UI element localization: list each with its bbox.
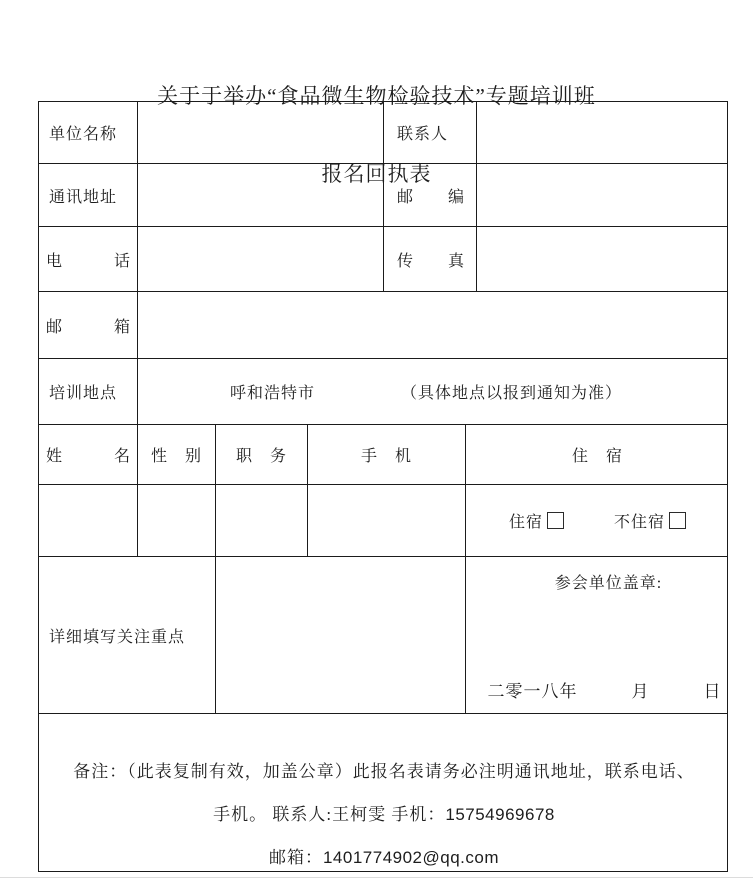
table-row-detail-stamp [39, 557, 727, 714]
table-row-email [39, 292, 727, 359]
registration-table [38, 101, 728, 872]
fax-input [477, 227, 729, 291]
detail-note-input [216, 557, 466, 713]
training-location-note: （具体地点以报到通知为准） [401, 385, 623, 402]
page-bottom-divider [0, 877, 753, 878]
address-input [138, 164, 384, 226]
fax-label: 传 真 [384, 227, 477, 291]
date-line: 二零一八年 月 日 [487, 682, 722, 701]
postcode-label: 邮 编 [384, 164, 477, 226]
contact-person-input [477, 102, 729, 163]
gender-input [138, 485, 216, 556]
table-row-attendee-header [39, 425, 727, 485]
unit-name-input [138, 102, 384, 163]
detail-note-label: 详细填写关注重点 [39, 557, 216, 713]
postcode-input [477, 164, 729, 226]
mobile-header: 手 机 [308, 425, 466, 484]
remarks-line3 [269, 836, 499, 873]
lodging-option-stay[interactable] [509, 509, 564, 532]
table-row-remarks [39, 714, 727, 873]
contact-person-label: 联系人 [384, 102, 477, 163]
name-input [39, 485, 138, 556]
address-label: 通讯地址 [39, 164, 138, 226]
lodging-no-stay-label: 不住宿 [614, 514, 666, 531]
phone-input [138, 227, 384, 291]
table-row-unit-contact [39, 102, 727, 164]
gender-header: 性 别 [138, 425, 216, 484]
remarks-line2-text: 手机。 联系人:王柯雯 手机： [213, 805, 446, 824]
training-location-label: 培训地点 [39, 359, 138, 424]
unit-name-label: 单位名称 [39, 102, 138, 163]
phone-label: 电 话 [39, 227, 138, 291]
remarks-line3-text: 邮箱： [268, 848, 323, 867]
lodging-header: 住 宿 [571, 448, 623, 465]
remarks-line1: 备注：（此表复制有效，加盖公章）此报名表请务必注明通讯地址，联系电话、 [73, 762, 695, 781]
document-title-line2: 报名回执表 [321, 162, 432, 186]
lodging-stay-label: 住宿 [508, 514, 543, 531]
position-header: 职 务 [216, 425, 308, 484]
remarks-cell [39, 714, 729, 873]
mobile-input [308, 485, 466, 556]
table-row-training-location [39, 359, 727, 425]
name-header: 姓 名 [39, 425, 138, 484]
stamp-label: 参会单位盖章: [554, 575, 663, 592]
stamp-cell [466, 557, 729, 713]
lodging-choice-cell [466, 485, 729, 556]
position-input [216, 485, 308, 556]
remarks-line2 [213, 793, 555, 836]
stay-checkbox-icon[interactable] [547, 512, 564, 529]
remarks-contact-email: 1401774902@qq.com [322, 848, 500, 867]
training-location-city: 呼和浩特市 [230, 385, 316, 402]
table-row-address-postcode [39, 164, 727, 227]
email-label: 邮 箱 [39, 292, 138, 358]
document-title-line1: 关于于举办“食品微生物检验技术”专题培训班 [157, 84, 596, 108]
remarks-contact-phone: 15754969678 [445, 805, 555, 824]
no-stay-checkbox-icon[interactable] [669, 512, 686, 529]
email-input [138, 292, 729, 358]
lodging-option-no-stay[interactable] [614, 509, 686, 532]
training-location-value [138, 359, 729, 424]
table-row-attendee-entry [39, 485, 727, 557]
table-row-phone-fax [39, 227, 727, 292]
